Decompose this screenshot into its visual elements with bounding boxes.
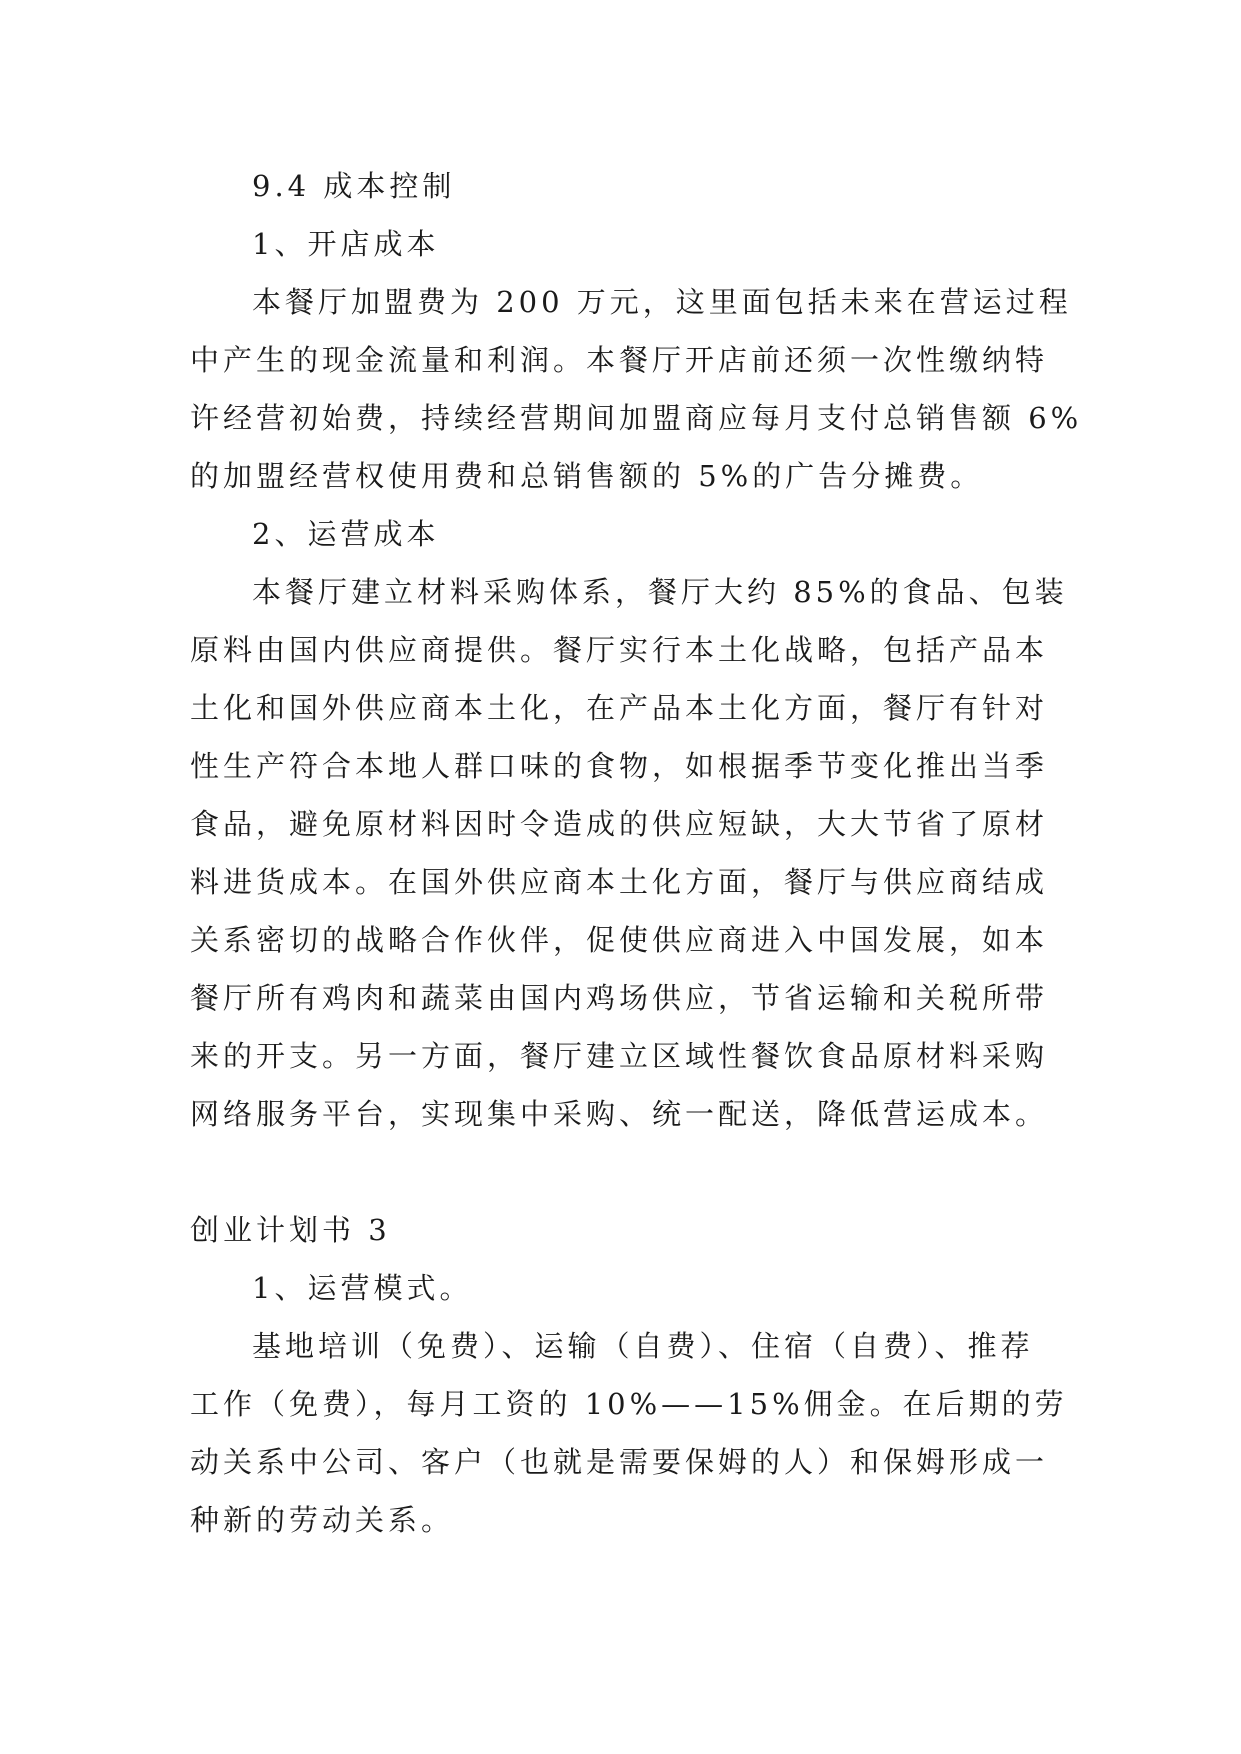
subheading-operating-cost: 2、运营成本 bbox=[252, 517, 440, 551]
subheading-operation-mode: 1、运营模式。 bbox=[252, 1271, 473, 1305]
paragraph-line: 本餐厅建立材料采购体系，餐厅大约 85%的食品、包装 bbox=[252, 575, 1068, 609]
paragraph-line: 料进货成本。在国外供应商本土化方面，餐厅与供应商结成 bbox=[190, 865, 1049, 899]
paragraph-line: 中产生的现金流量和利润。本餐厅开店前还须一次性缴纳特 bbox=[190, 343, 1049, 377]
paragraph-line: 本餐厅加盟费为 200 万元，这里面包括未来在营运过程 bbox=[252, 285, 1072, 319]
paragraph-line: 基地培训（免费）、运输（自费）、住宿（自费）、推荐 bbox=[252, 1329, 1034, 1363]
paragraph-line: 许经营初始费，持续经营期间加盟商应每月支付总销售额 6% bbox=[190, 401, 1083, 435]
paragraph-line: 土化和国外供应商本土化，在产品本土化方面，餐厅有针对 bbox=[190, 691, 1049, 725]
paragraph-line: 关系密切的战略合作伙伴，促使供应商进入中国发展，如本 bbox=[190, 923, 1049, 957]
paragraph-line: 原料由国内供应商提供。餐厅实行本土化战略，包括产品本 bbox=[190, 633, 1049, 667]
paragraph-line: 的加盟经营权使用费和总销售额的 5%的广告分摊费。 bbox=[190, 459, 984, 493]
paragraph-line: 来的开支。另一方面，餐厅建立区域性餐饮食品原材料采购 bbox=[190, 1039, 1049, 1073]
paragraph-line: 餐厅所有鸡肉和蔬菜由国内鸡场供应，节省运输和关税所带 bbox=[190, 981, 1049, 1015]
paragraph-line: 动关系中公司、客户（也就是需要保姆的人）和保姆形成一 bbox=[190, 1445, 1049, 1479]
paragraph-line: 性生产符合本地人群口味的食物，如根据季节变化推出当季 bbox=[190, 749, 1049, 783]
paragraph-line: 网络服务平台，实现集中采购、统一配送，降低营运成本。 bbox=[190, 1097, 1049, 1131]
subheading-opening-cost: 1、开店成本 bbox=[252, 227, 440, 261]
paragraph-line: 食品，避免原材料因时令造成的供应短缺，大大节省了原材 bbox=[190, 807, 1049, 841]
section-heading-business-plan-3: 创业计划书 3 bbox=[190, 1213, 391, 1247]
paragraph-line: 工作（免费），每月工资的 10%——15%佣金。在后期的劳 bbox=[190, 1387, 1068, 1421]
paragraph-line: 种新的劳动关系。 bbox=[190, 1503, 455, 1537]
section-heading-cost-control: 9.4 成本控制 bbox=[252, 169, 456, 203]
